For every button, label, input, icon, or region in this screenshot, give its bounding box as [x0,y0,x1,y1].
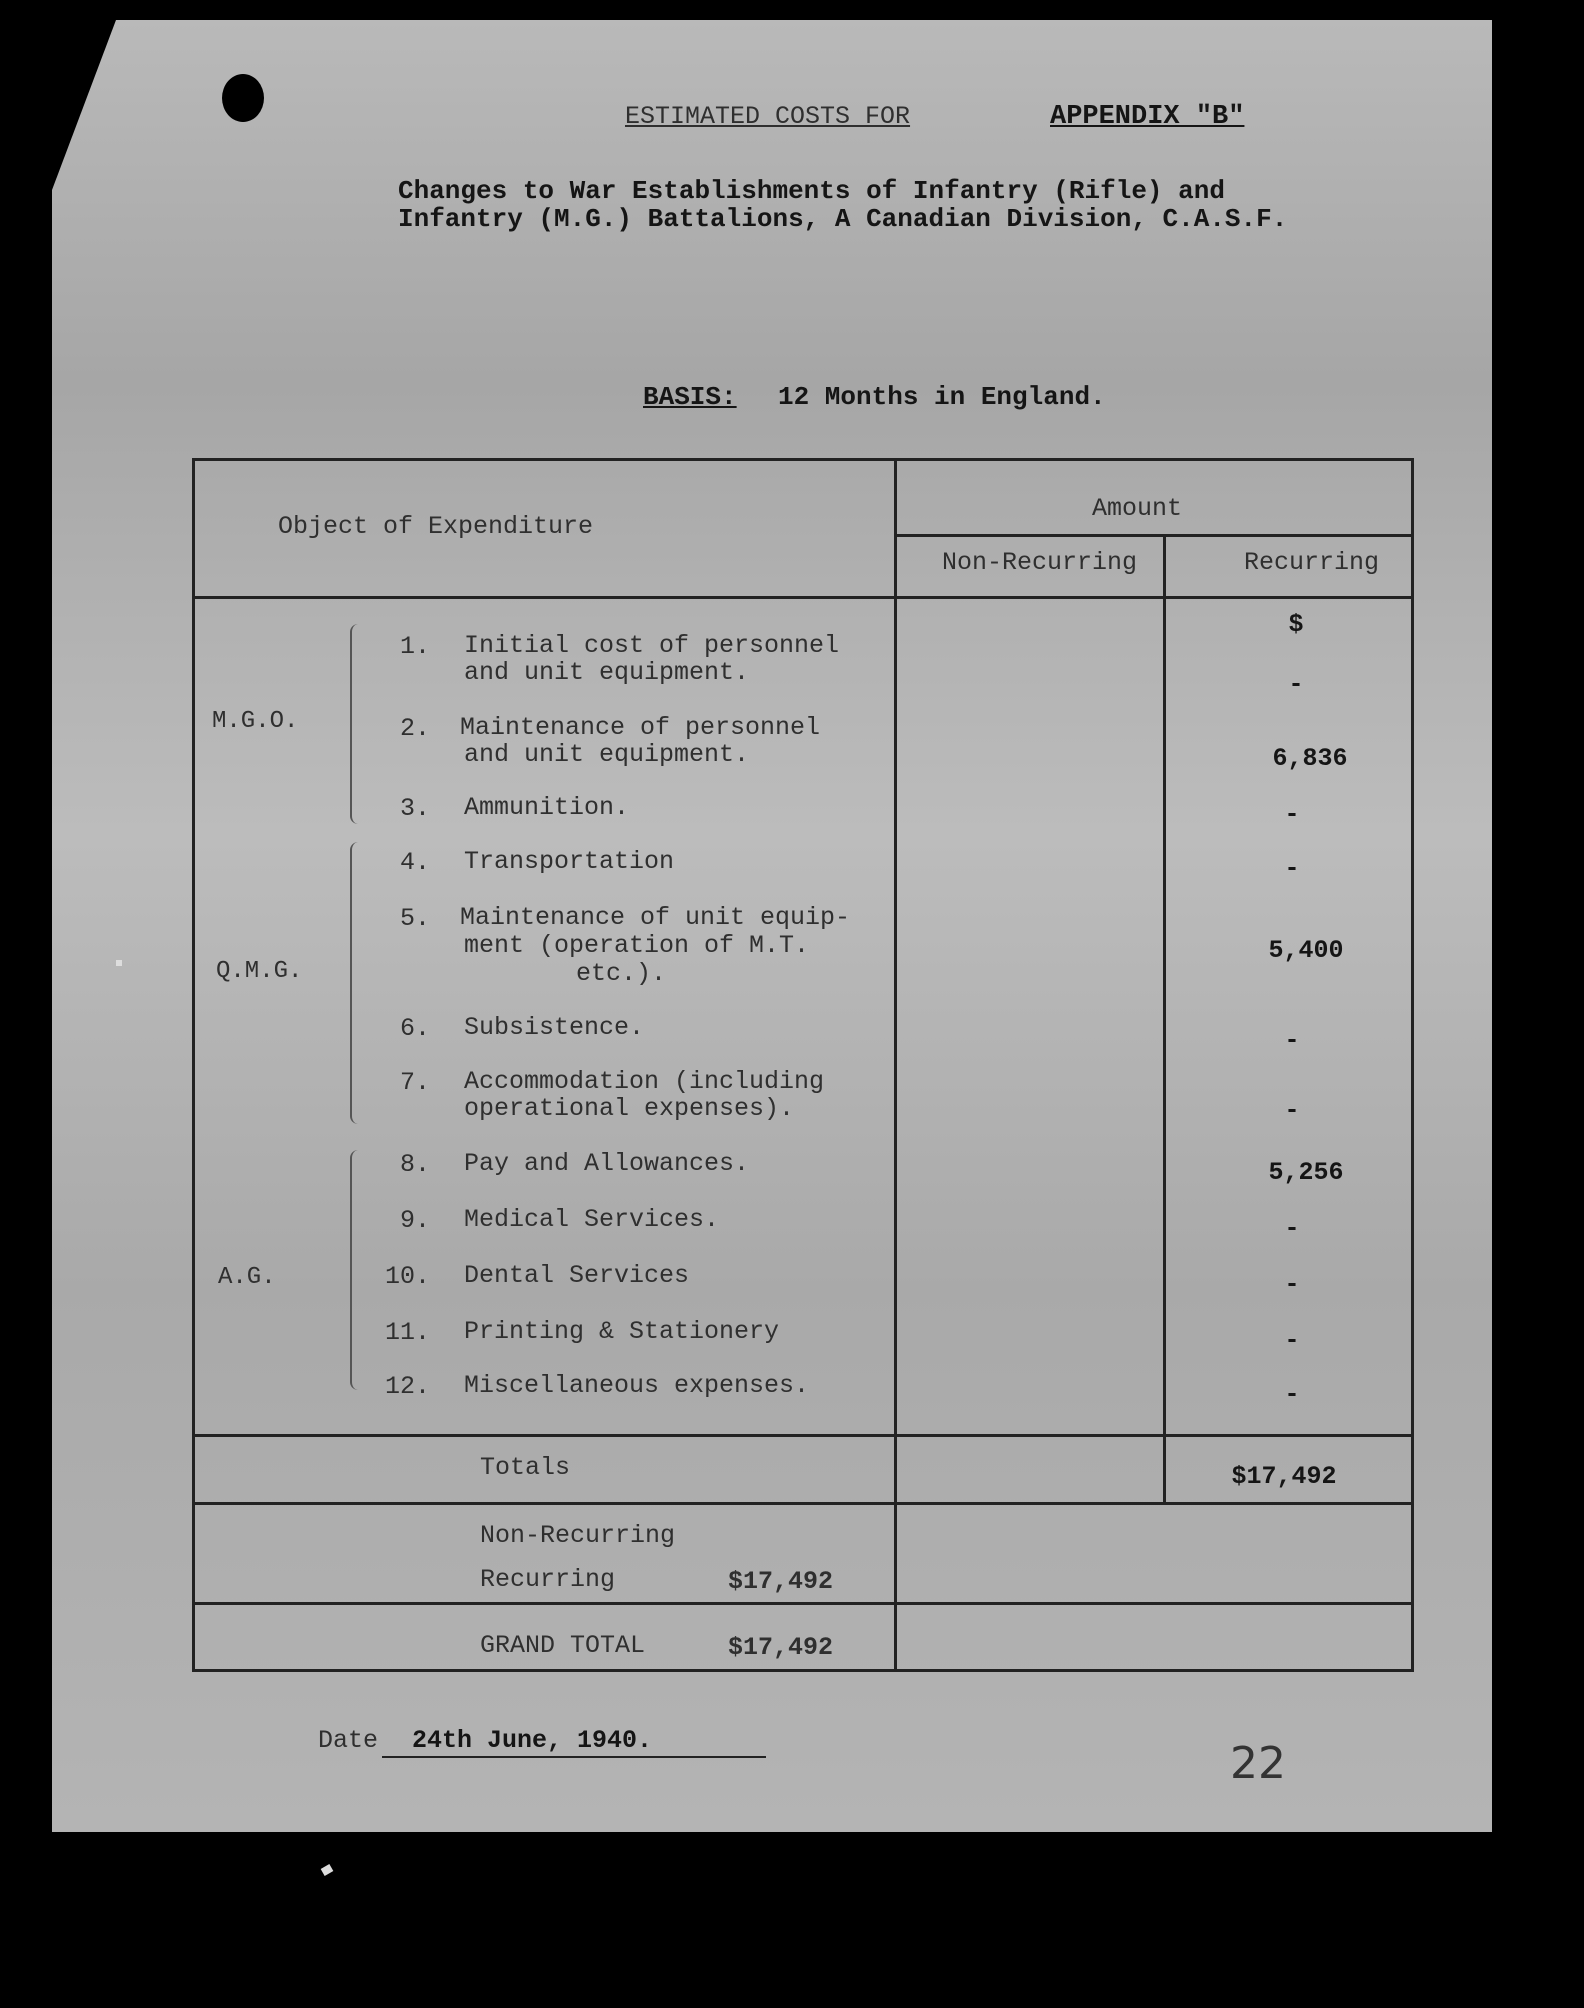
item-line: Initial cost of personnel [464,631,840,660]
item-line: Maintenance of personnel [460,713,821,742]
item-line: Pay and Allowances. [464,1149,750,1178]
recurring-value: - [1288,670,1304,699]
scan-speck [321,1864,334,1876]
recurring-value: - [1284,1026,1300,1055]
column-divider-object [894,458,897,1670]
scan-speck [116,960,122,966]
item-line: Dental Services [464,1261,690,1290]
totals-label: Totals [480,1453,571,1482]
recurring-value: - [1284,800,1300,829]
object-of-expenditure-header: Object of Expenditure [278,512,594,541]
recurring-value: - [1284,1380,1300,1409]
amount-header-rule [894,534,1414,537]
date-value: 24th June, 1940. [412,1726,653,1755]
recurring-value: 5,400 [1268,936,1344,965]
item-number: 4. [399,848,430,877]
date-underline [382,1756,766,1758]
item-number: 7. [399,1068,430,1097]
title-left: ESTIMATED COSTS FOR [625,102,911,131]
group-brace-mgo [350,624,362,824]
group-brace-qmg [350,842,362,1124]
item-line: etc.). [576,959,667,988]
recurring-value: 5,256 [1268,1158,1344,1187]
recurring-value: - [1284,854,1300,883]
non-recurring-header: Non-Recurring [942,548,1138,577]
group-brace-ag [350,1150,362,1390]
group-qmg: Q.M.G. [216,958,303,985]
date-label: Date [318,1726,379,1755]
recurring-value: - [1284,1270,1300,1299]
recurring-value: - [1284,1096,1300,1125]
grand-total-label: GRAND TOTAL [480,1631,646,1660]
recurring-header: Recurring [1244,548,1380,577]
handwritten-page-number: 22 [1230,1738,1286,1789]
basis-label: BASIS: [643,382,737,412]
item-number: 12. [384,1372,430,1401]
item-number: 8. [399,1150,430,1179]
description-line-1: Changes to War Establishments of Infantry (Rifle) and [398,176,1225,206]
summary-nonrecurring-label: Non-Recurring [480,1521,676,1550]
item-line: Miscellaneous expenses. [464,1371,810,1400]
item-number: 10. [384,1262,430,1291]
item-number: 2. [399,714,430,743]
item-number: 5. [399,904,430,933]
totals-bottom-rule [192,1502,1414,1505]
basis-value: 12 Months in England. [778,382,1106,412]
punch-hole [222,74,264,122]
item-number: 1. [399,632,430,661]
recurring-value: - [1284,1326,1300,1355]
description-line-2: Infantry (M.G.) Battalions, A Canadian Division, C.A.S.F. [398,204,1288,234]
group-mgo: M.G.O. [212,708,299,735]
amount-header: Amount [1092,494,1183,523]
totals-recurring-value: $17,492 [1231,1462,1337,1491]
item-line: Printing & Stationery [464,1317,780,1346]
summary-recurring-value: $17,492 [728,1567,834,1596]
grand-total-value: $17,492 [728,1633,834,1662]
group-ag: A.G. [218,1264,276,1291]
currency-symbol: $ [1288,610,1304,639]
recurring-value: 6,836 [1272,744,1348,773]
item-line: Maintenance of unit equip- [460,903,851,932]
item-line: ment (operation of M.T. [464,931,810,960]
totals-top-rule [192,1434,1414,1437]
item-line: and unit equipment. [464,740,750,769]
item-line: operational expenses). [464,1094,795,1123]
item-line: Medical Services. [464,1205,720,1234]
summary-bottom-rule [192,1602,1414,1605]
item-line: Transportation [464,847,675,876]
item-number: 9. [399,1206,430,1235]
item-line: and unit equipment. [464,658,750,687]
item-line: Accommodation (including [464,1067,825,1096]
item-number: 11. [384,1318,430,1347]
column-divider-amount [1163,536,1166,1504]
item-number: 3. [399,794,430,823]
item-line: Subsistence. [464,1013,645,1042]
item-line: Ammunition. [464,793,630,822]
summary-recurring-label: Recurring [480,1565,616,1594]
recurring-value: - [1284,1214,1300,1243]
appendix-title: APPENDIX "B" [1050,102,1245,132]
item-number: 6. [399,1014,430,1043]
header-rule [192,596,1414,599]
